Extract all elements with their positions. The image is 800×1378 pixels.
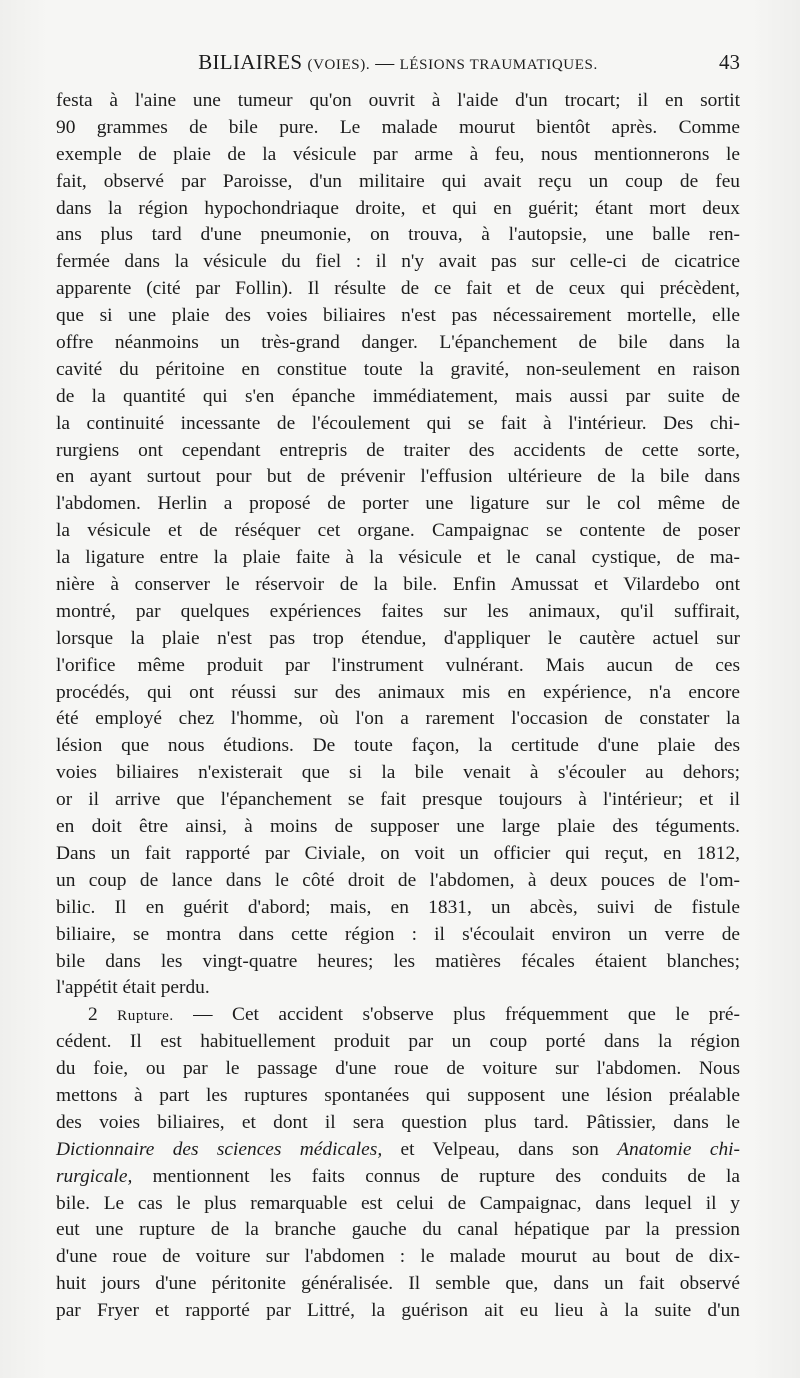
page-number: 43 [719,50,740,74]
text-line: Dans un fait rapporté par Civiale, on voit un officier qui reçut, en 1812, [56,842,740,864]
text-line: mettons à part les ruptures spontanées qui supposent une lésion préalable [56,1084,740,1106]
text-line: de la quantité qui s'en épanche immédiatement, mais aussi par suite de [56,385,740,407]
text-line: bilic. Il en guérit d'abord; mais, en 1831, un abcès, suivi de fistule [56,896,740,918]
text-line: apparente (cité par Follin). Il résulte de ce fait et de ceux qui précèdent, [56,278,740,300]
text-line: lorsque la plaie n'est pas trop étendue, d'appliquer le cautère actuel sur [56,627,740,649]
running-title-main: BILIAIRES [198,50,303,74]
running-title-sub: LÉSIONS TRAUMATIQUES. [399,57,598,73]
text-line: exemple de plaie de la vésicule par arme à feu, nous mentionnerons le [56,143,740,165]
text-line: du foie, ou par le passage d'une roue de voiture sur l'abdomen. Nous [56,1058,740,1080]
text-line: bile dans les vingt-quatre heures; les matières fécales étaient blanches; [56,950,740,972]
text-line: voies biliaires n'existerait que si la bile venait à s'écouler au dehors; [56,762,740,784]
text-line: que si une plaie des voies biliaires n'est pas nécessairement mortelle, elle [56,305,740,327]
text-line: or il arrive que l'épanchement se fait presque toujours à l'intérieur; et il [56,789,740,811]
text-line: eut une rupture de la branche gauche du canal hépatique par la pression [56,1219,740,1241]
text-line: des voies biliaires, et dont il sera question plus tard. Pâtissier, dans le [56,1111,740,1133]
text-line-italic [56,1164,740,1191]
text-line: dans la région hypochondriaque droite, et qui en guérit; étant mort deux [56,197,740,219]
text-line: cavité du péritoine en constitue toute la gravité, non-seulement en raison [56,358,740,380]
text-line: nière à conserver le réservoir de la bile. Enfin Amussat et Vilardebo ont [56,574,740,596]
text-line: la continuité incessante de l'écoulement qui se fait à l'intérieur. Des chi- [56,412,740,434]
section-heading-line [56,1002,740,1029]
text-line: festa à l'aine une tumeur qu'on ouvrit à l'aide d'un trocart; il en sortit [56,90,740,111]
text-line: procédés, qui ont réussi sur des animaux mis en expérience, n'a encore [56,681,740,703]
section-heading: Rupture. [117,1008,174,1025]
section-number: 2 [88,1004,98,1026]
text-line: en doit être ainsi, à moins de supposer une large plaie des téguments. [56,816,740,838]
text-line: l'abdomen. Herlin a proposé de porter une ligature sur le col même de [56,493,740,515]
text-line-italic [56,1137,740,1164]
text-line: la vésicule et de réséquer cet organe. Campaignac se contente de poser [56,520,740,542]
text-line: l'orifice même produit par l'instrument vulnérant. Mais aucun de ces [56,654,740,676]
text-line: montré, par quelques expériences faites sur les animaux, qu'il suffirait, [56,600,740,622]
text-line: l'appétit était perdu. [56,977,210,999]
running-title [56,50,740,75]
text-line: par Fryer et rapporté par Littré, la guérison ait eu lieu à la suite d'un [56,1300,740,1322]
text-line: bile. Le cas le plus remarquable est celui de Campaignac, dans lequel il y [56,1192,740,1214]
text-line: la ligature entre la plaie faite à la vésicule et le canal cystique, de ma- [56,547,740,569]
section-dash: — [193,1004,213,1026]
text-line: en ayant surtout pour but de prévenir l'effusion ultérieure de la bile dans [56,466,740,488]
text-line: d'une roue de voiture sur l'abdomen : le malade mourut au bout de dix- [56,1246,740,1268]
running-title-paren: (VOIES). [307,57,371,73]
italic-title: rurgicale, [56,1165,133,1187]
running-title-dash: — [375,53,395,74]
text-line: lésion que nous étudions. De toute façon, la certitude d'une plaie des [56,735,740,757]
italic-title: Anatomie chi- [617,1138,740,1160]
section-first-text: Cet accident s'observe plus fréquemment que le pré- [232,1004,740,1026]
text-line: rurgiens ont cependant entrepris de traiter des accidents de cette sorte, [56,439,740,461]
text-line: offre néanmoins un très-grand danger. L'épanchement de bile dans la [56,332,740,354]
text-line: ans plus tard d'une pneumonie, on trouva, à l'autopsie, une balle ren- [56,224,740,246]
text-line: huit jours d'une péritonite généralisée. Il semble que, dans un fait observé [56,1273,740,1295]
text-line: 90 grammes de bile pure. Le malade mourut bientôt après. Comme [56,116,740,138]
text-line: un coup de lance dans le côté droit de l'abdomen, à deux pouces de l'om- [56,869,740,891]
text-line: fermée dans la vésicule du fiel : il n'y avait pas sur celle-ci de cicatrice [56,251,740,273]
text-line: fait, observé par Paroisse, d'un militaire qui avait reçu un coup de feu [56,170,740,192]
text-line: cédent. Il est habituellement produit par un coup porté dans la région [56,1031,740,1053]
body-text [56,88,740,1325]
text-run: et Velpeau, dans son [382,1138,618,1160]
running-head [56,50,740,80]
text-line: biliaire, se montra dans cette région : il s'écoulait environ un verre de [56,923,740,945]
text-run: mentionnent les faits connus de rupture des conduits de la [132,1165,740,1187]
text-line: été employé chez l'homme, où l'on a rarement l'occasion de constater la [56,708,740,730]
italic-title: Dictionnaire des sciences médicales, [56,1138,383,1160]
